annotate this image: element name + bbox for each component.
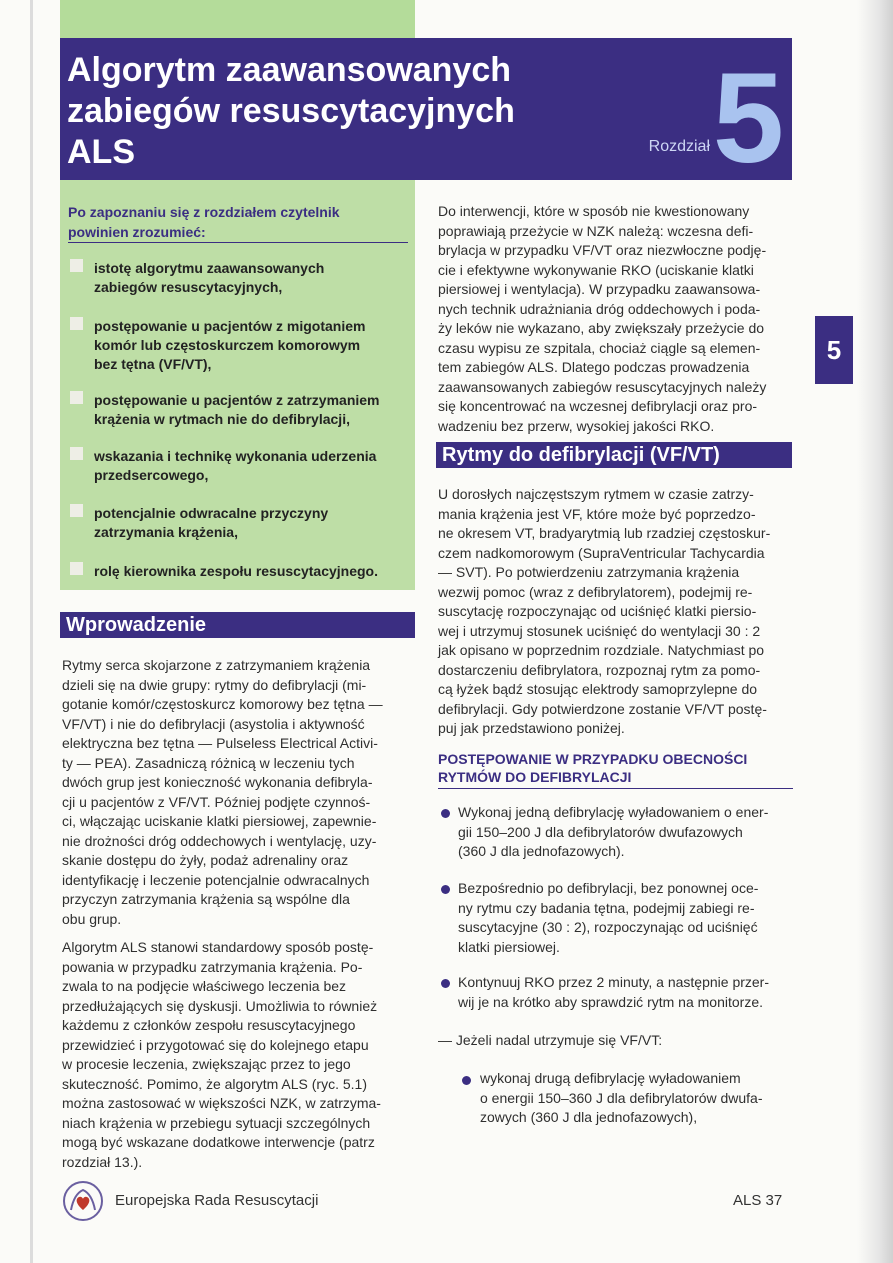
procedure-subheading: POSTĘPOWANIE W PRZYPADKU OBECNOŚCI RYTMÓW DO DEFIBRYLACJI <box>438 751 748 785</box>
objective-item: potencjalnie odwracalne przyczyny zatrzymania krążenia, <box>70 504 400 542</box>
square-bullet-icon <box>70 259 83 272</box>
page-gutter-shadow <box>857 0 893 1263</box>
objectives-divider <box>68 242 408 243</box>
publisher-name: Europejska Rada Resuscytacji <box>115 1192 319 1209</box>
objective-item: istotę algorytmu zaawansowanych zabiegów resuscytacyjnych, <box>70 259 400 297</box>
objective-item: postępowanie u pacjentów z migotaniem komór lub częstoskurczem komorowym bez tętna (VF/VT), <box>70 317 400 374</box>
section-title-intro: Wprowadzenie <box>60 612 415 638</box>
bullet-dot-icon <box>462 1076 471 1085</box>
section-title-shockable: Rytmy do defibrylacji (VF/VT) <box>436 442 792 468</box>
procedure-bullet: Wykonaj jedną defibrylację wyładowaniem o ener- gii 150–200 J dla defibrylatorów dwufazowych (360 J dla jednofazowych). <box>458 804 769 859</box>
chapter-header <box>60 38 792 190</box>
side-chapter-tab: 5 <box>815 316 853 384</box>
procedure-bullet: Kontynuuj RKO przez 2 minuty, a następnie przer- wij je na krótko aby sprawdzić rytm na monitorze. <box>458 974 770 1010</box>
bullet-dot-icon <box>441 885 450 894</box>
right-paragraph-2: U dorosłych najczęstszym rytmem w czasie zatrzy- mania krążenia jest VF, które może być poprzedzo- ne okresem VT, bradyarytmią lub rzadziej częstoskur- czem nadkomorowym (SupraVentricular Tachycardia — SVT). Po potwierdzeniu zatrzymania krążenia wezwij pomoc (wraz z defibrylatorem), podejmij re- suscytację rozpoczynając od uciśnięć klatki piersio- wej i utrzymuj stosunek uciśnięć do wentylacji 30 : 2 jak opisano w poprzednim rozdziale. Natychmiast po dostarczeniu defibrylatora, rozpoznaj rytm za pomo- cą łyżek bądź stosując elektrody samoprzylepne do defibrylacji. Gdy potwierdzone zostanie VF/VT postę- puj jak przedstawiono poniżej. <box>438 486 771 736</box>
chapter-number: 5 <box>712 47 784 190</box>
page-number: ALS 37 <box>733 1192 783 1209</box>
objectives-heading: Po zapoznaniu się z rozdziałem czytelnik powinien zrozumieć: <box>68 204 340 240</box>
bullet-dot-icon <box>441 979 450 988</box>
bullet-dot-icon <box>441 809 450 818</box>
condition-line: — Jeżeli nadal utrzymuje się VF/VT: <box>438 1032 663 1048</box>
square-bullet-icon <box>70 391 83 404</box>
square-bullet-icon <box>70 504 83 517</box>
sub-bullet: wykonaj drugą defibrylację wyładowaniem o energii 150–360 J dla defibrylatorów dwufa- zowych (360 J dla jednofazowych), <box>480 1070 763 1125</box>
square-bullet-icon <box>70 447 83 460</box>
learning-objectives-box <box>60 180 415 590</box>
intro-paragraph-1: Rytmy serca skojarzone z zatrzymaniem krążenia dzieli się na dwie grupy: rytmy do defibrylacji (mi- gotanie komór/częstoskurcz komorowy bez tętna — VF/VT) i nie do defibrylacji (asystolia i aktywność elektryczna bez tętna — Pulseless Electrical Activi- ty — PEA). Zasadniczą różnicą w leczeniu tych dwóch grup jest konieczność wykonania defibryla- cji u pacjentów z VF/VT. Później podjęte czynnoś- ci, włączając uciskanie klatki piersiowej, zapewnie- nie drożności dróg oddechowych i wentylację, uzy- skanie dostępu do żyły, podaż adrenaliny oraz identyfikację i leczenie potencjalnie odwracalnych przyczyn zatrzymania krążenia są wspólne dla obu grup. <box>62 657 383 927</box>
objective-item: wskazania i technikę wykonania uderzenia przedsercowego, <box>70 447 400 485</box>
intro-paragraph-2: Algorytm ALS stanowi standardowy sposób postę- powania w przypadku zatrzymania krążenia. Po- zwala to na podjęcie właściwego leczenia bez przedłużających się dyskusji. Umożliwia to również każdemu z członków zespołu resuscytacyjnego przewidzieć i przygotować się do kolejnego etapu w procesie leczenia, zwiększając przez to jego skuteczność. Pomimo, że algorytm ALS (ryc. 5.1) można zastosować w większości NZK, w zatrzyma- niach krążenia w przebiegu sytuacji szczególnych mogą być wskazane dodatkowe interwencje (patrz rozdział 13.). <box>62 939 381 1170</box>
square-bullet-icon <box>70 562 83 575</box>
square-bullet-icon <box>70 317 83 330</box>
top-green-strip <box>60 0 415 38</box>
objective-item: rolę kierownika zespołu resuscytacyjnego. <box>70 562 400 581</box>
objective-item: postępowanie u pacjentów z zatrzymaniem krążenia w rytmach nie do defibrylacji, <box>70 391 400 429</box>
right-paragraph-1: Do interwencji, które w sposób nie kwestionowany poprawiają przeżycie w NZK należą: wczesna defi- brylacja w przypadku VF/VT oraz niezwłoczne podję- cie i efektywne wykonywanie RKO (uciskanie klatki piersiowej i wentylacja). W przypadku zaawansowa- nych technik udrażniania dróg oddechowych i poda- ży leków nie wykazano, aby zwiększały przeżycie do czasu wypisu ze szpitala, chociaż ciągle są elemen- tem zabiegów ALS. Dlatego podczas prowadzenia zaawansowanych zabiegów resuscytacyjnych należy się koncentrować na wczesnej defibrylacji oraz pro- wadzeniu bez przerw, wysokiej jakości RKO. <box>438 203 767 434</box>
chapter-label: Rozdział <box>648 138 710 155</box>
chapter-title: Algorytm zaawansowanych zabiegów resuscytacyjnych ALS <box>67 51 515 171</box>
erc-logo-icon <box>62 1180 104 1222</box>
procedure-bullet: Bezpośrednio po defibrylacji, bez ponownej oce- ny rytmu czy badania tętna, podejmij zabiegi re- suscytacyjne (30 : 2), rozpoczynając od uciśnięć klatki piersiowej. <box>458 880 759 955</box>
page-left-edge <box>30 0 33 1263</box>
subheading-divider <box>438 788 793 789</box>
